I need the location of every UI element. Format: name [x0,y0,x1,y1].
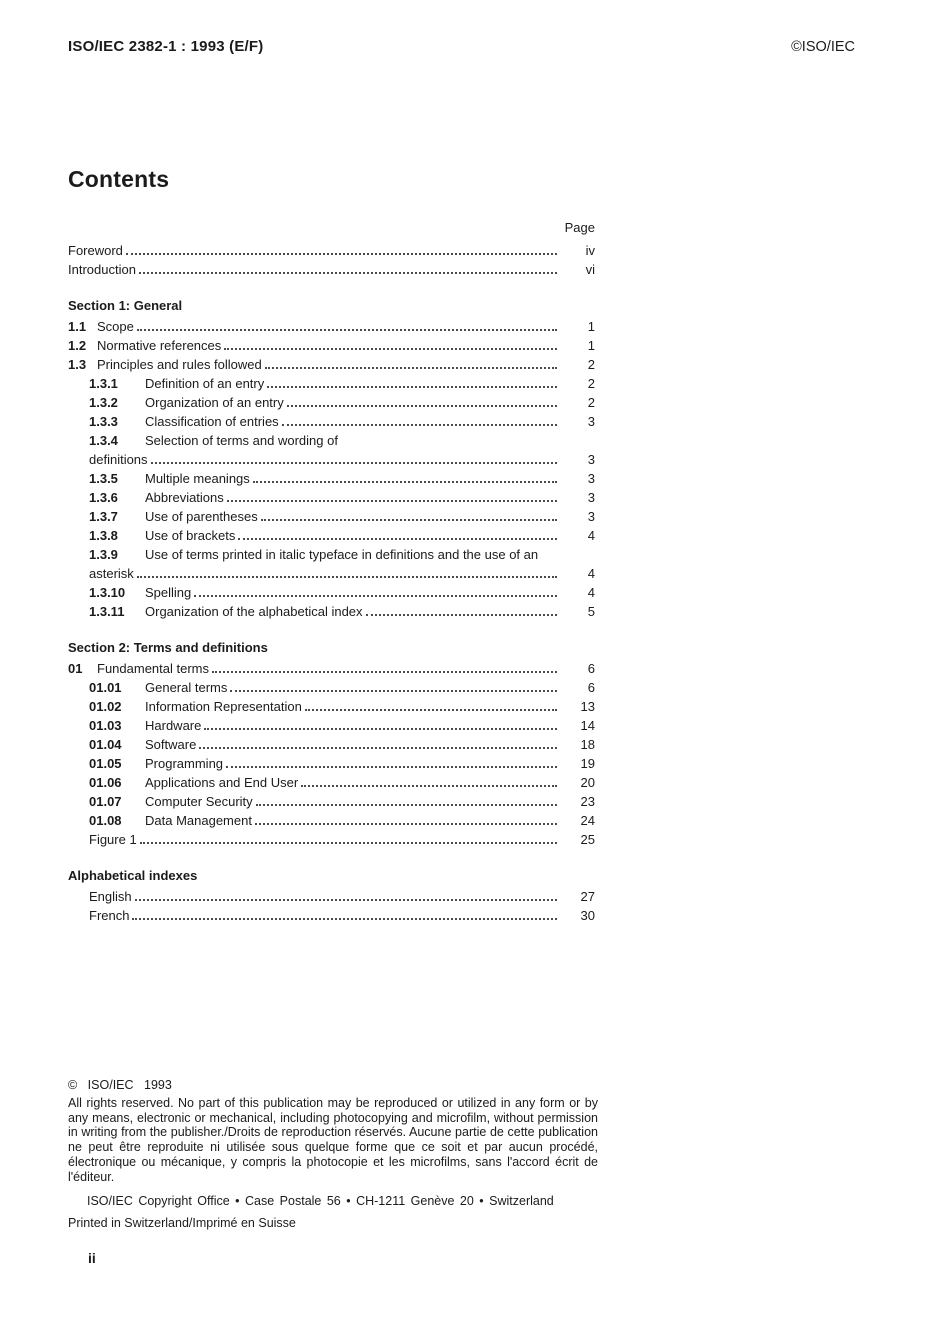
toc-entry [68,602,595,621]
toc-entry [68,735,595,754]
toc-entry [68,450,595,469]
toc-entry-number: 1.3.3 [89,414,118,429]
toc-entry-label: Figure 1 [89,832,137,847]
toc-entry-page: 3 [587,471,595,486]
toc-entry [68,754,595,773]
toc-entry-page: iv [585,243,595,258]
toc-entry-number: 1.3.8 [89,528,118,543]
toc-entry-number: 1.3 [68,357,87,372]
toc-entry-label: Programming [145,756,224,771]
toc-entry-label: Use of terms printed in italic typeface in definitions and the use of an [145,547,539,562]
toc-entry [68,564,595,583]
toc-entry-label: asterisk [89,566,134,581]
toc-entry-number: 1.3.6 [89,490,118,505]
toc-entry-page: 14 [580,718,595,733]
dot-leader [199,745,557,749]
toc-entry-number: 1.3.11 [89,604,125,619]
toc-entry-page: 24 [580,813,595,828]
toc-entry [68,659,595,678]
toc-entry-number: 01 [68,661,83,676]
toc-entry-number: 01.01 [89,680,122,695]
toc-entry-label: Abbreviations [145,490,224,505]
toc-entry-label: Multiple meanings [145,471,250,486]
toc-entry-page: 4 [587,585,595,600]
toc-entry-label: Introduction [68,262,136,277]
dot-leader [151,460,557,464]
toc-entry [68,260,595,279]
toc-entry-label: Data Management [145,813,252,828]
dot-leader [204,726,557,730]
dot-leader [282,422,557,426]
toc-entry-page: 3 [587,414,595,429]
toc-entry-page: 3 [587,509,595,524]
toc-entry-number: 01.03 [89,718,122,733]
toc-entry [68,887,595,906]
dot-leader [230,688,557,692]
toc-entry [68,526,595,545]
dot-leader [366,612,557,616]
toc-entry-number: 01.06 [89,775,122,790]
toc-entry-page: 25 [580,832,595,847]
dot-leader [140,840,557,844]
toc-entry-number: 1.3.10 [89,585,126,600]
dot-leader [255,821,557,825]
dot-leader [126,251,557,255]
dot-leader [256,802,557,806]
toc-entry [68,773,595,792]
toc-entry-label: Scope [97,319,134,334]
dot-leader [267,384,557,388]
toc-entry-label: Use of parentheses [145,509,258,524]
toc-entry-label: Principles and rules followed [97,357,262,372]
toc-entry [68,583,595,602]
toc-entry-number: 1.3.5 [89,471,118,486]
dot-leader [287,403,557,407]
toc-entry-label: Software [145,737,197,752]
dot-leader [305,707,557,711]
toc-entry [68,393,595,412]
dot-leader [224,346,557,350]
toc-entry-number: 1.3.7 [89,509,118,524]
running-header [68,38,855,55]
toc-entry [68,507,595,526]
toc-section-header: Section 1: General [68,298,183,313]
toc-entry-label: Organization of an entry [145,395,284,410]
toc-entry-page: 23 [580,794,595,809]
dot-leader [301,783,557,787]
toc-entry-label: Normative references [97,338,222,353]
toc-entry-page: 13 [580,699,595,714]
toc-entry-number: 1.3.2 [89,395,118,410]
toc-entry-page: 20 [580,775,595,790]
dot-leader [212,669,557,673]
toc-entry-label: Applications and End User [145,775,299,790]
toc-entry-page: 4 [587,528,595,543]
toc-entry-page: 3 [587,452,595,467]
toc-entry-page: 1 [587,319,595,334]
dot-leader [226,764,557,768]
toc-entry-page: 6 [587,661,595,676]
toc-entry-page: 30 [580,908,595,923]
toc-entry-number: 01.04 [89,737,122,752]
toc-entry [68,811,595,830]
dot-leader [265,365,557,369]
document-reference: ISO/IEC 2382-1 : 1993 (E/F) [68,38,264,55]
toc-entry-number: 1.3.9 [89,547,118,562]
toc-entry-number: 01.05 [89,756,122,771]
toc-entry-label: Foreword [68,243,123,258]
toc-entry [68,697,595,716]
toc-entry-number: 1.3.4 [89,433,118,448]
toc-entry-number: 01.08 [89,813,122,828]
toc-entry-page: 1 [587,338,595,353]
page-title: Contents [68,166,170,192]
toc-entry-label: English [89,889,132,904]
copyright-year-line: © ISO/IEC 1993 [68,1078,172,1092]
toc-entry-number: 1.3.1 [89,376,118,391]
toc-entry-page: 2 [587,357,595,372]
toc-entry-label: French [89,908,130,923]
toc-entry [68,545,595,564]
dot-leader [132,916,557,920]
printed-in-line: Printed in Switzerland/Imprimé en Suisse [68,1216,296,1231]
dot-leader [137,574,557,578]
toc-entry-page: 2 [587,395,595,410]
toc-entry-page: 2 [587,376,595,391]
toc-entry [68,678,595,697]
toc-entry-number: 01.02 [89,699,122,714]
toc-entry [68,317,595,336]
dot-leader [139,270,557,274]
table-of-contents [68,241,595,925]
toc-entry-page: 19 [580,756,595,771]
copyright-office-line: ISO/IEC Copyright Office • Case Postale 56 • CH-1211 Genève 20 • Switzerland [87,1193,554,1208]
toc-entry [68,412,595,431]
toc-entry-label: Spelling [145,585,192,600]
toc-entry [68,374,595,393]
toc-entry-label: Fundamental terms [97,661,209,676]
toc-entry [68,488,595,507]
folio-page-number: ii [88,1250,96,1266]
toc-entry-label: Organization of the alphabetical index [145,604,363,619]
toc-section-header: Section 2: Terms and definitions [68,640,268,655]
toc-entry-page: 5 [587,604,595,619]
toc-entry-label: Hardware [145,718,202,733]
toc-entry-page: 27 [580,889,595,904]
toc-entry-label: Selection of terms and wording of [145,433,338,448]
toc-entry-label: Use of brackets [145,528,236,543]
toc-entry-number: 01.07 [89,794,122,809]
dot-leader [137,327,557,331]
dot-leader [227,498,557,502]
toc-entry [68,906,595,925]
dot-leader [194,593,557,597]
toc-entry [68,336,595,355]
toc-entry [68,716,595,735]
copyright-notice-text: All rights reserved. No part of this publication may be reproduced or utilized in any form or by any means, electronic or mechanical, including photocopying and microfilm, without permission in writing from the publisher./Droits de reproduction réservés. Aucune partie de cette publication ne peut être reproduite ni utilisée sous quelque forme que ce soit et par aucun procédé, électronique ou mécanique, y compris la photocopie et les microfilms, sans l'accord écrit de l'éditeur. [68,1095,598,1184]
toc-entry [68,469,595,488]
copyright-mark: ©ISO/IEC [791,39,855,55]
toc-section-header: Alphabetical indexes [68,868,198,883]
toc-entry-number: 1.2 [68,338,87,353]
toc-entry-label: General terms [145,680,228,695]
toc-entry [68,355,595,374]
toc-entry-label: Computer Security [145,794,253,809]
dot-leader [238,536,557,540]
toc-entry-label: Information Representation [145,699,302,714]
dot-leader [261,517,557,521]
toc-entry [68,431,595,450]
toc-entry-page: 18 [580,737,595,752]
copyright-block [68,1078,598,1231]
page-column-label: Page [564,220,595,235]
dot-leader [253,479,557,483]
toc-entry-page: 4 [587,566,595,581]
toc-entry-number: 1.1 [68,319,87,334]
toc-entry-label: definitions [89,452,148,467]
toc-entry-page: vi [585,262,595,277]
toc-entry [68,830,595,849]
toc-entry [68,792,595,811]
dot-leader [135,897,557,901]
toc-entry-label: Definition of an entry [145,376,265,391]
toc-entry-label: Classification of entries [145,414,279,429]
toc-entry-page: 6 [587,680,595,695]
toc-entry-page: 3 [587,490,595,505]
toc-entry [68,241,595,260]
